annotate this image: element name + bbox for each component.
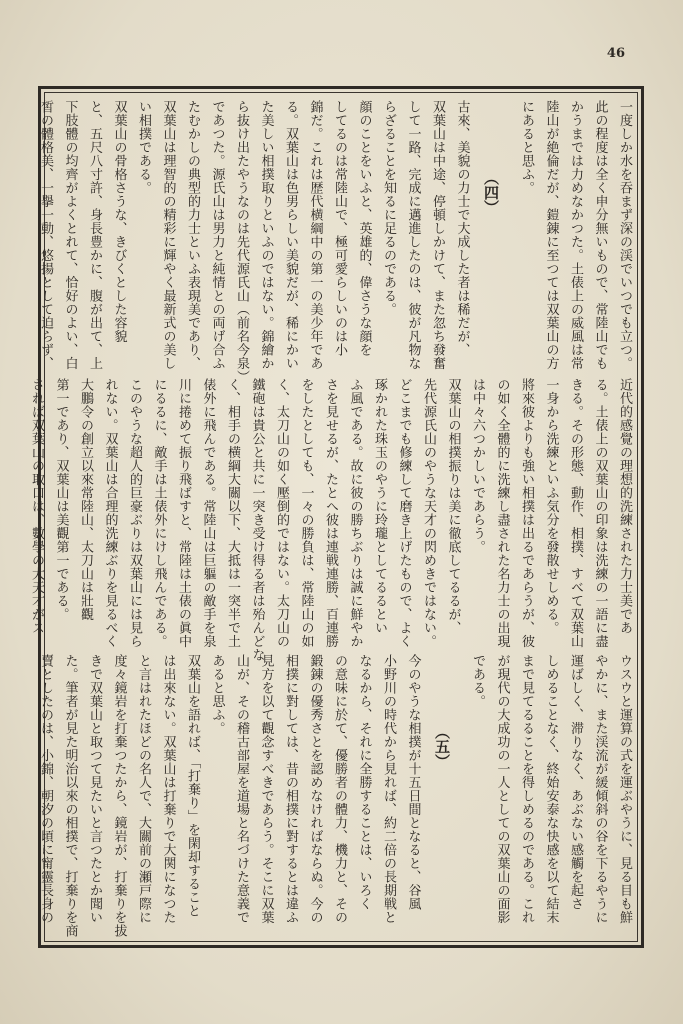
text-column: る。土俵上の双葉山の印象は洗練の一語に盡 [592,378,608,648]
text-column: 見方を以て觀念すべきであらう。そこに双葉 [258,654,274,924]
text-column: ふ風である。故に彼の勝ちぶりは誠に鮮やか [347,378,363,648]
text-column: 古來、美貌の力士で大成した者は稀だが、 [454,100,470,357]
text-column: が現代の大成功の一人としての双葉山の面影 [494,654,510,924]
text-column: やかに、また渓流が緩傾斜の谷を下るやうに [592,654,608,924]
text-column: た。筆者が見た明治以來の相撲で、打棄りを商 [62,654,78,938]
section-heading-4: （四） [482,170,500,215]
text-column: 今のやうな相撲が十五日間となると、谷風 [405,654,421,911]
text-column: 近代的感覺の理想的洗練された力士美であ [617,378,632,635]
text-column: 錦だ。これは歴代横綱中の第一の美少年であ [307,100,323,370]
text-column: まで見てるることを得しめるのである。これ [519,654,534,924]
text-column: 皙の體格美、一擧一動、悠揚として迫らず、 [38,100,53,370]
text-column: 將來彼よりも強い相撲は出るであらうが、彼 [519,378,534,648]
text-column: 先代源氏山のやうな天才の閃めきではない。 [421,378,436,648]
text-column: の如く全體的に洗練し盡された名力士の出現 [494,378,510,648]
text-column: ウスウと運算の式を運ぶやうに、見る目も鮮 [617,654,632,924]
text-column: 運ばしく、滞りなく、あぶない感觸を起さ [568,654,583,911]
text-column: 陸山が絶倫だが、鎧錬に至つては双葉山の方 [543,100,559,370]
text-column: と、五尺八寸許、身長豊かに、腹が出て、上 [87,100,102,370]
page-number: 46 [606,46,625,61]
text-column: 双葉山は中途、停頓しかけて、また忽ち發奮 [430,100,445,370]
text-column: 小野川の時代から見れば、約二倍の長期戦と [381,654,396,924]
text-column: たむかしの典型的力士といふ表現美であり、 [185,100,200,370]
text-column: 此の程度は全く申分無いもので、常陸山でも [592,100,608,370]
text-column: く、相手の横綱大關以下、大抵は一突半で土 [225,378,240,648]
text-column: の意味に於て、優勝者の體力、機力と、その [332,654,347,924]
text-column: る。双葉山は色男らしい美貌だが、稀にかい [283,100,298,370]
text-column: 双葉山を語れば、「打棄り」を閑却すること [185,654,200,918]
text-column: 下肢體の均齊がよくとれて、恰好のよい、白 [62,100,78,370]
text-column: されば双葉山の取口は、數學の大天才がス [29,378,44,635]
text-column: 顔のことをいふと、英雄的、偉さうな顔を [356,100,372,357]
text-column: このやうな超人的巨豪ぶりは双葉山には見ら [127,378,142,648]
text-column: 双葉山の相撲振りは美に徹底してるるが、 [445,378,461,635]
text-column: をしたとしても、一々の勝負は、常陸山の如 [298,378,314,648]
text-band-3 [38,654,634,938]
text-column: 一身から洗練といふ気分を發散せしめる。 [543,378,559,635]
text-column: してるのは常陸山で、極可愛らしいのは小 [332,100,347,357]
text-column: にあると思ふ。 [519,100,534,195]
text-column: と言はれたほどの名人で、大關前の瀬戸際に [136,654,151,924]
text-column: して一路、完成に邁進したのは、彼が凡物な [405,100,421,370]
section-heading-5: （五） [433,724,451,769]
text-band-2 [29,378,634,662]
text-column: 双葉山の骨格さうな、きびくとした容貌 [111,100,127,343]
text-column: なるから、それに全勝することは、いろく [356,654,372,911]
text-column: 鍛錬の優秀さとを認めなければならぬ。今の [307,654,323,924]
text-column: きで双葉山と取つて見たいと言つたとか聞い [87,654,102,924]
text-column: 双葉山は理智的の精彩に輝やく最新式の美し [160,100,176,370]
text-column: どこまでも修練して磨き上げたもので、よく [396,378,412,648]
text-column: かうまでは力めなかつた。土俵上の威風は常 [568,100,583,370]
text-column: しめることなく、終始安泰な快感を以て結末 [543,654,559,924]
text-column: は出來ない。双葉山は打棄りで大関になつた [160,654,176,924]
text-column: 第一であり、双葉山は美觀第一である。 [53,378,69,621]
text-column: 一度しか水を吞まず深の渓でいつでも立つ。 [617,100,632,370]
text-column: にるるに、敵手は土俵外にけし飛んである。 [151,378,167,648]
text-column: 度々鏡岩を打棄つたから、鏡岩が、打棄りを拔 [111,654,127,938]
text-column: い相撲である。 [136,100,151,195]
text-column: である。 [470,654,485,708]
text-column: あると思ふ。 [209,654,225,735]
text-column: 俵外に飛んである。常陸山は巨軀の敵手を泉 [200,378,216,648]
text-column: 鐵砲は貴公と共に一突き受け得る者は殆んどな [249,378,265,662]
text-column: 山が、その稽古部屋を道場と名づけた意義で [234,654,249,924]
text-column: きる。その形態、動作、相撲、すべて双葉山 [568,378,583,648]
text-column: ら抜け出たやうなのは先代源氏山（前名今泉） [234,100,249,384]
text-column: さを見せるが、たとへ彼は連戦連勝、百連勝 [323,378,338,648]
text-column: く、太刀山の如く壓倒的ではない。太刀山の [274,378,289,648]
text-column: れない。双葉山は合理的洗練ぶりを見るべく [102,378,118,648]
text-column: であつた。源氏山は男力と純情との両げ合ふ [209,100,225,370]
text-column: 大鵬令の創立以來常陸山、太刀山は壯觀 [78,378,93,621]
text-column: 賣としたのは、小錦、朝汐の頃に甯靈長身の [38,654,53,924]
text-column: 琢かれた珠玉のやうに玲瓏としてるるとい [372,378,387,635]
text-band-1 [38,100,634,384]
text-column: 川に捲めて振り飛ばすと、常陸は土俵の眞中 [176,378,191,648]
text-column: らざることを知るに足るのである。 [381,100,396,316]
text-column: た美しい相撲取りといふのではない。錦繪か [258,100,274,370]
text-column: は中々六つかしいであらう。 [470,378,485,554]
text-column: 相撲に對しては、昔の相撲に對するとは違ふ [283,654,298,924]
